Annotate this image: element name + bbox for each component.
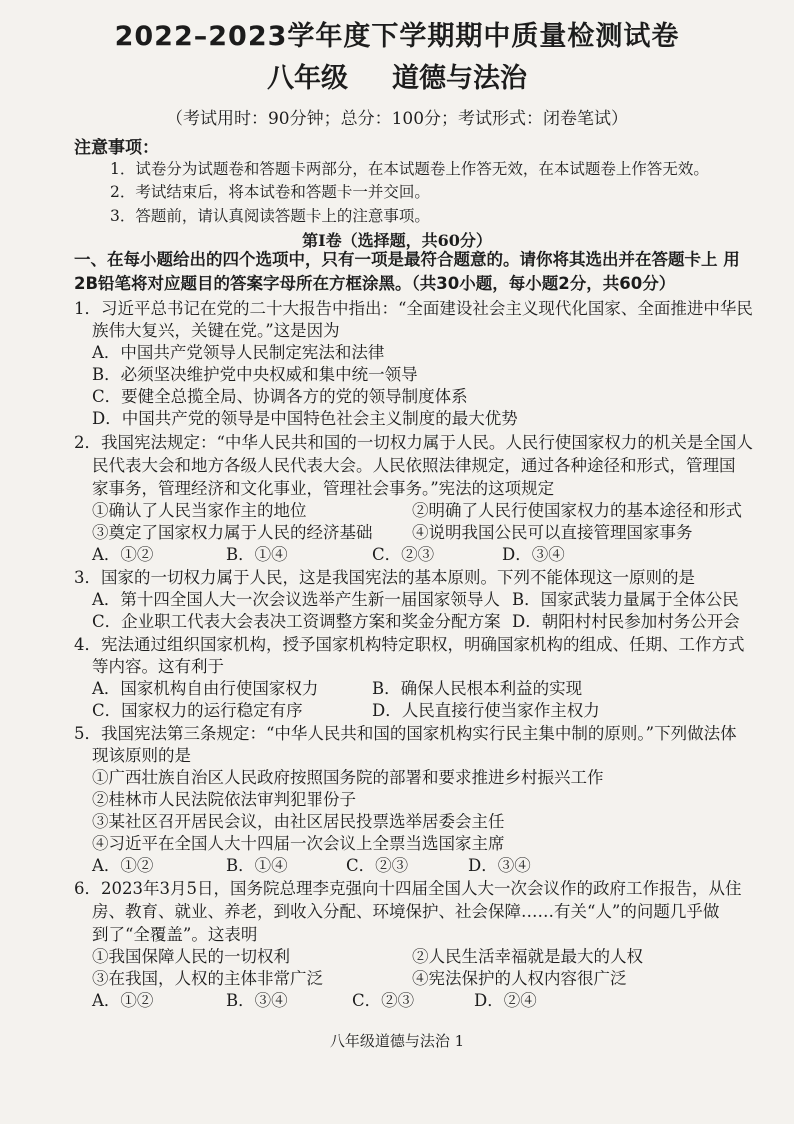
statement: ①广西壮族自治区人民政府按照国务院的部署和要求推进乡村振兴工作 — [92, 768, 604, 787]
choice: C．②③ — [372, 545, 435, 564]
question-stem: 房、教育、就业、养老，到收入分配、环境保护、社会保障……有关“人”的问题几乎做 — [92, 902, 720, 921]
statement: ②明确了人民行使国家权力的基本途径和形式 — [412, 501, 742, 520]
section-title: 第Ⅰ卷（选择题，共60分） — [302, 231, 492, 250]
question-stem: 族伟大复兴，关键在党。”这是因为 — [92, 321, 340, 340]
option: B．必须坚决维护党中央权威和集中统一领导 — [92, 365, 418, 384]
grade-subject-line — [0, 56, 794, 95]
option: A．国家机构自由行使国家权力 — [92, 679, 319, 698]
option: B．确保人民根本利益的实现 — [372, 679, 583, 698]
option: B．国家武装力量属于全体公民 — [512, 590, 739, 609]
question-stem: 到了“全覆盖”。这表明 — [92, 925, 258, 944]
option: D．中国共产党的领导是中国特色社会主义制度的最大优势 — [92, 409, 518, 428]
choice: B．③④ — [226, 991, 288, 1010]
question-stem: 1．习近平总书记在党的二十大报告中指出：“全面建设社会主义现代化国家、全面推进中华民 — [74, 299, 753, 318]
choice: A．①② — [92, 991, 154, 1010]
option: C．国家权力的运行稳定有序 — [92, 701, 303, 720]
question-stem: 民代表大会和地方各级人民代表大会。人民依照法律规定，通过各种途径和形式，管理国 — [92, 456, 736, 475]
question-stem: 5．我国宪法第三条规定：“中华人民共和国的国家机构实行民主集中制的原则。”下列做法体 — [74, 724, 737, 743]
question-stem: 等内容。这有利于 — [92, 657, 224, 676]
statement: ④宪法保护的人权内容很广泛 — [412, 969, 627, 988]
exam-info: （考试用时：90分钟；总分：100分；考试形式：闭卷笔试） — [165, 109, 629, 129]
question-stem: 家事务，管理经济和文化事业，管理社会事务。”宪法的这项规定 — [92, 479, 555, 498]
choice: A．①② — [92, 856, 154, 875]
subject-label: 道德与法治 — [392, 63, 527, 94]
choice: D．③④ — [502, 545, 565, 564]
choice: B．①④ — [226, 545, 288, 564]
statement: ④习近平在全国人大十四届一次会议上全票当选国家主席 — [92, 834, 505, 853]
option: A．中国共产党领导人民制定宪法和法律 — [92, 343, 385, 362]
statement: ③某社区召开居民会议，由社区居民投票选举居委会主任 — [92, 812, 505, 831]
notice-heading: 注意事项： — [74, 138, 159, 158]
option: D．朝阳村村民参加村务公开会 — [512, 612, 740, 631]
section-instruction: 2B铅笔将对应题目的答案字母所在方框涂黑。（共30小题，每小题2分，共60分） — [74, 274, 676, 293]
statement: ②人民生活幸福就是最大的人权 — [412, 947, 643, 966]
section-instruction: 一、在每小题给出的四个选项中，只有一项是最符合题意的。请你将其选出并在答题卡上 用 — [74, 250, 740, 269]
statement: ①我国保障人民的一切权利 — [92, 947, 290, 966]
question-stem: 4．宪法通过组织国家机构，授予国家机构特定职权，明确国家机构的组成、任期、工作方式 — [74, 635, 745, 654]
grade-label: 八年级 — [267, 63, 348, 94]
statement: ④说明我国公民可以直接管理国家事务 — [412, 523, 693, 542]
option: C．要健全总揽全局、协调各方的党的领导制度体系 — [92, 387, 468, 406]
notice-item: 2．考试结束后，将本试卷和答题卡一并交回。 — [110, 183, 430, 201]
notice-item: 1．试卷分为试题卷和答题卡两部分，在本试题卷上作答无效，在本试题卷上作答无效。 — [110, 160, 709, 178]
question-stem: 3．国家的一切权力属于人民，这是我国宪法的基本原则。下列不能体现这一原则的是 — [74, 568, 695, 587]
question-stem: 2．我国宪法规定：“中华人民共和国的一切权力属于人民。人民行使国家权力的机关是全国人 — [74, 433, 753, 452]
statement: ①确认了人民当家作主的地位 — [92, 501, 307, 520]
option: C．企业职工代表大会表决工资调整方案和奖金分配方案 — [92, 612, 501, 631]
choice: D．②④ — [474, 991, 537, 1010]
option: A．第十四全国人大一次会议选举产生新一届国家领导人 — [92, 590, 500, 609]
exam-title: 2022–2023学年度下学期期中质量检测试卷 — [114, 21, 680, 52]
page-footer: 八年级道德与法治 1 — [329, 1032, 465, 1050]
statement: ③在我国，人权的主体非常广泛 — [92, 969, 323, 988]
statement: ②桂林市人民法院依法审判犯罪份子 — [92, 790, 356, 809]
notice-item: 3．答题前，请认真阅读答题卡上的注意事项。 — [110, 207, 430, 225]
statement: ③奠定了国家权力属于人民的经济基础 — [92, 523, 373, 542]
choice: A．①② — [92, 545, 154, 564]
question-stem: 6．2023年3月5日，国务院总理李克强向十四届全国人大一次会议作的政府工作报告，从住 — [74, 879, 742, 898]
choice: B．①④ — [226, 856, 288, 875]
choice: D．③④ — [468, 856, 531, 875]
choice: C．②③ — [346, 856, 409, 875]
option: D．人民直接行使当家作主权力 — [372, 701, 600, 720]
choice: C．②③ — [352, 991, 415, 1010]
question-stem: 现该原则的是 — [92, 746, 191, 765]
